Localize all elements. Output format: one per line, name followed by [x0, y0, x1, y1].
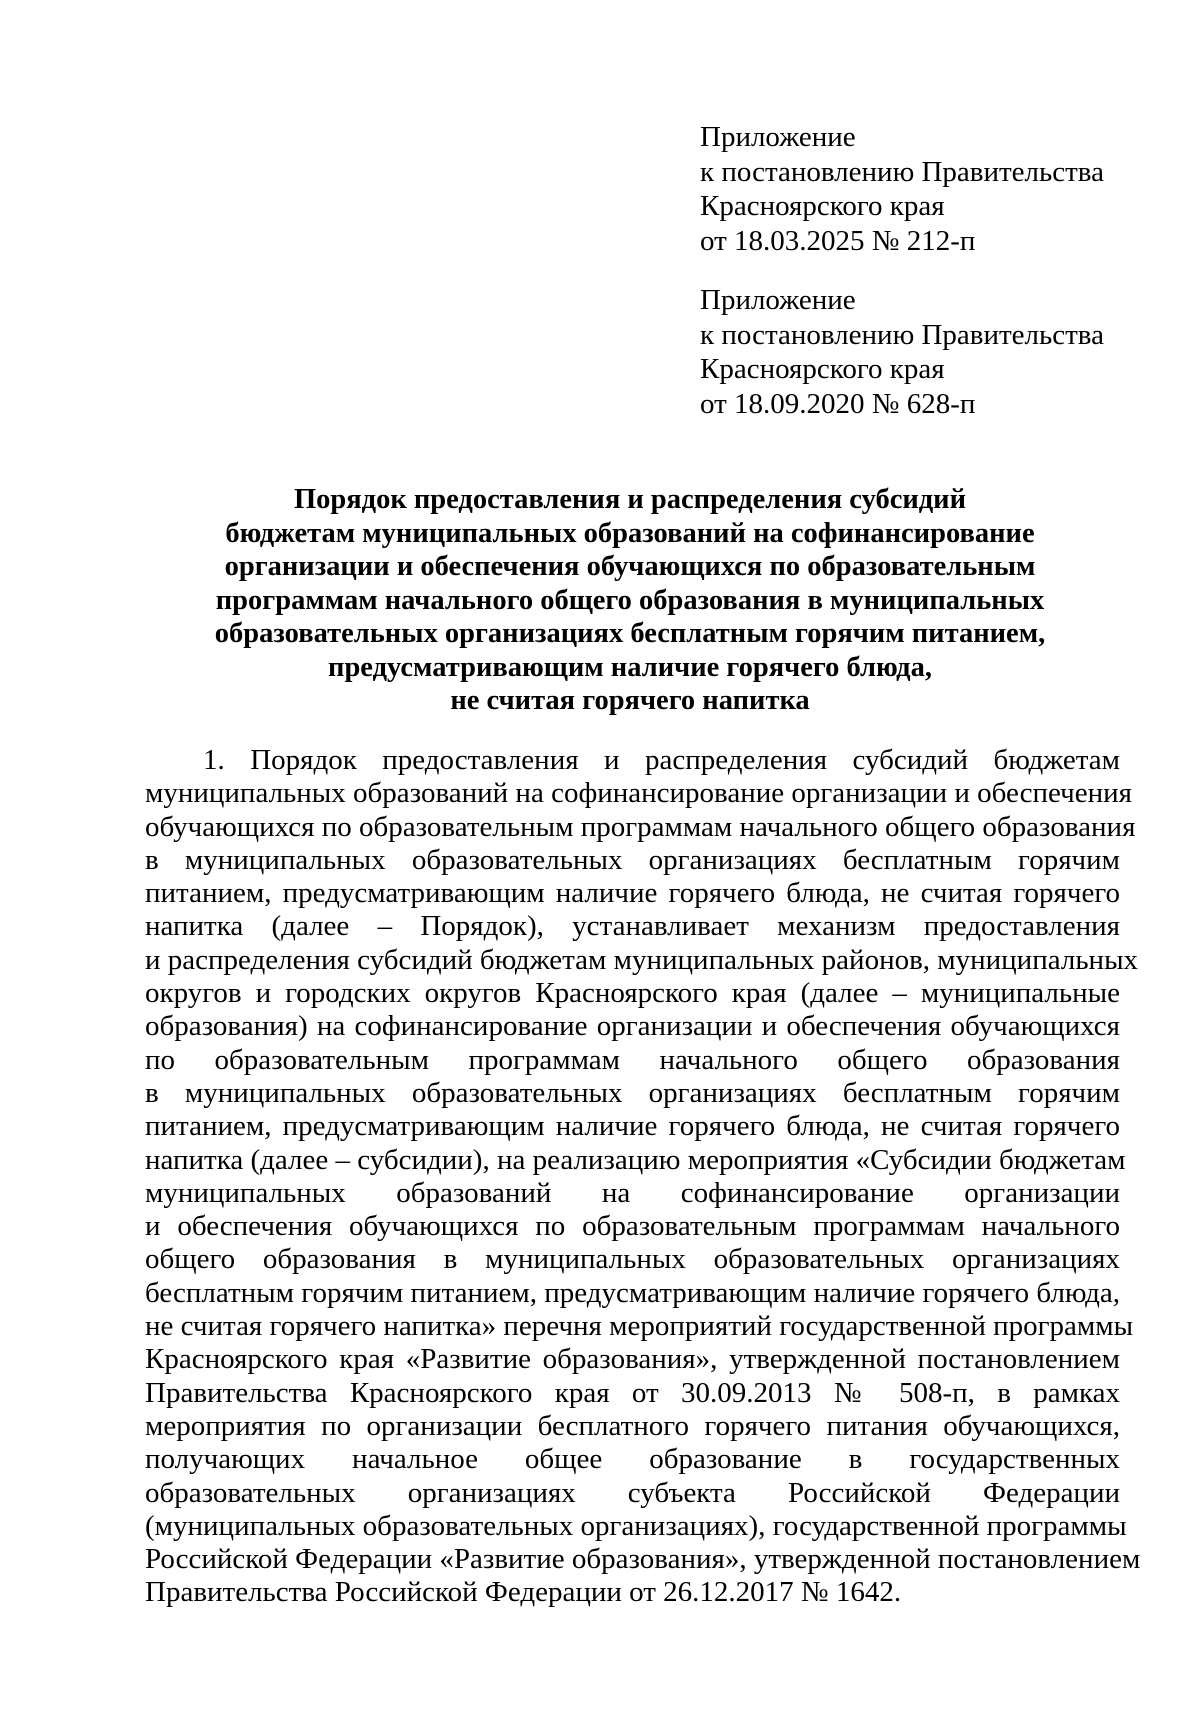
paragraph-line: округов и городских округов Красноярского края (далее – муниципальные [145, 977, 1120, 1010]
paragraph-line: и распределения субсидий бюджетам муниципальных районов, муниципальных [145, 943, 1139, 976]
paragraph-line: общего образования в муниципальных образовательных организациях [145, 1243, 1120, 1276]
title-line: предусматривающим наличие горячего блюда, [328, 651, 932, 683]
paragraph-1 [145, 744, 1141, 1610]
paragraph-line: муниципальных образований на софинансирование организации [145, 1176, 1120, 1209]
paragraph-line: в муниципальных образовательных организациях бесплатным горячим [145, 843, 1120, 876]
paragraph-line: Правительства Российской Федерации от 26.12.2017 № 1642. [145, 1576, 902, 1609]
paragraph-line: Красноярского края «Развитие образования», утвержденной постановлением [145, 1343, 1120, 1376]
title-line: не считая горячего напитка [450, 685, 810, 716]
paragraph-line: образования) на софинансирование организации и обеспечения обучающихся [145, 1010, 1120, 1043]
paragraph-line: образовательных организациях субъекта Российской Федерации [145, 1476, 1120, 1509]
paragraph-line: в муниципальных образовательных организациях бесплатным горячим [145, 1076, 1120, 1109]
paragraph-line: напитка (далее – субсидии), на реализацию мероприятия «Субсидии бюджетам [145, 1143, 1126, 1176]
paragraph-line: не считая горячего напитка» перечня мероприятий государственной программы [145, 1310, 1134, 1343]
paragraph-line: бесплатным горячим питанием, предусматривающим наличие горячего блюда, [145, 1276, 1120, 1309]
paragraph-line: (муниципальных образовательных организациях), государственной программы [145, 1509, 1127, 1542]
appendix-date-number: от 18.03.2025 № 212-п [700, 224, 976, 257]
appendix-label: Приложение [700, 284, 856, 316]
paragraph-line: обучающихся по образовательным программам начального общего образования [145, 810, 1136, 843]
paragraph-line: Правительства Красноярского края от 30.09.2013 № 508-п, в рамках [145, 1376, 1120, 1409]
title-line: программам начального общего образования в муниципальных [215, 584, 1045, 616]
appendix-resolution-ref: к постановлению Правительства [700, 318, 1104, 351]
title-line: Порядок предоставления и распределения субсидий [293, 484, 967, 515]
paragraph-line: напитка (далее – Порядок), устанавливает механизм предоставления [145, 910, 1120, 943]
paragraph-line: питанием, предусматривающим наличие горячего блюда, не считая горячего [145, 877, 1120, 910]
paragraph-line: 1. Порядок предоставления и распределения субсидий бюджетам [203, 744, 1120, 776]
appendix-region: Красноярского края [700, 190, 945, 222]
paragraph-line: питанием, предусматривающим наличие горячего блюда, не считая горячего [145, 1110, 1120, 1143]
appendix-header-original [700, 283, 1170, 421]
title-line: образовательных организациях бесплатным горячим питанием, [214, 618, 1046, 649]
document-title [145, 483, 1115, 718]
appendix-label: Приложение [700, 121, 856, 153]
paragraph-line: по образовательным программам начального общего образования [145, 1043, 1120, 1076]
paragraph-line: и обеспечения обучающихся по образовательным программам начального [145, 1210, 1120, 1243]
paragraph-line: мероприятия по организации бесплатного горячего питания обучающихся, [145, 1409, 1120, 1442]
title-line: бюджетам муниципальных образований на софинансирование [225, 517, 1035, 549]
paragraph-line: получающих начальное общее образование в государственных [145, 1443, 1120, 1476]
appendix-header-current [700, 120, 1170, 258]
title-line: организации и обеспечения обучающихся по образовательным [224, 551, 1036, 582]
paragraph-line: Российской Федерации «Развитие образования», утвержденной постановлением [145, 1543, 1141, 1576]
appendix-date-number: от 18.09.2020 № 628-п [700, 387, 976, 420]
appendix-resolution-ref: к постановлению Правительства [700, 155, 1104, 188]
appendix-region: Красноярского края [700, 353, 945, 385]
paragraph-line: муниципальных образований на софинансирование организации и обеспечения [145, 777, 1132, 810]
